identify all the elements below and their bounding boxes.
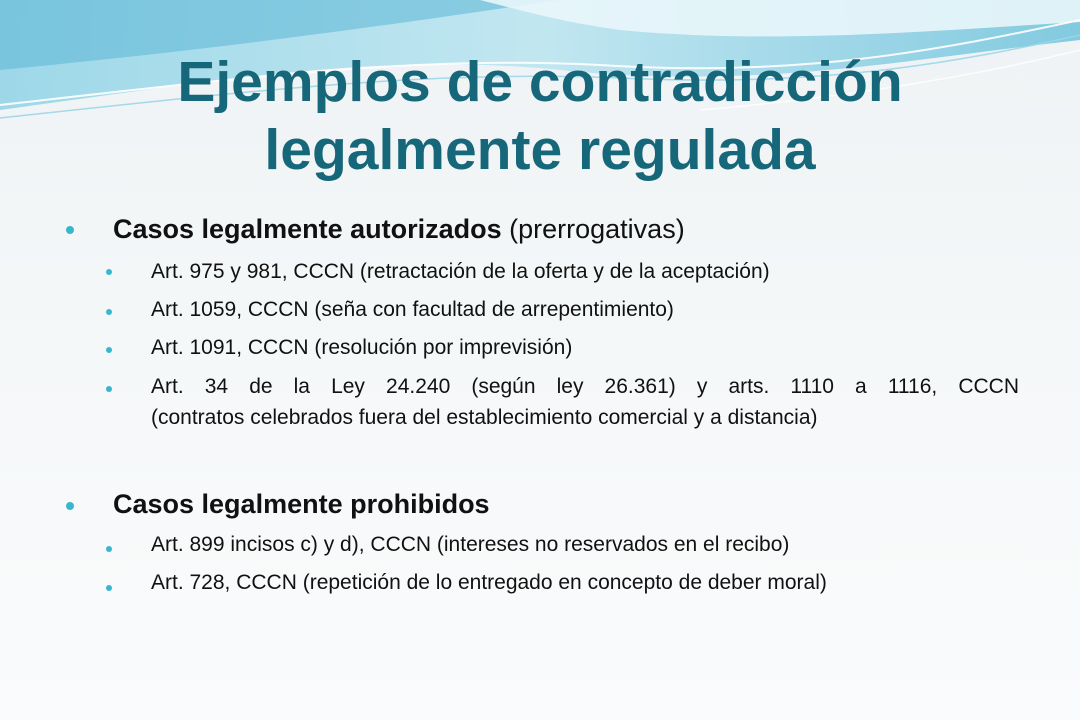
- bullet-icon: [106, 269, 112, 275]
- bullet-icon: [106, 546, 112, 552]
- bullet-icon: [106, 386, 112, 392]
- title-line-2: legalmente regulada: [264, 118, 816, 182]
- section-heading-bold: Casos legalmente prohibidos: [113, 489, 490, 519]
- bullet-icon: [106, 585, 112, 591]
- list-item: Art. 1091, CCCN (resolución por imprevisión): [151, 336, 573, 359]
- list-item: Art. 1059, CCCN (seña con facultad de arrepentimiento): [151, 298, 674, 321]
- list-item: Art. 899 incisos c) y d), CCCN (intereses no reservados en el recibo): [151, 533, 790, 556]
- list-item-continuation: (contratos celebrados fuera del establecimiento comercial y a distancia): [151, 406, 818, 429]
- list-item: Art. 728, CCCN (repetición de lo entregado en concepto de deber moral): [151, 571, 827, 594]
- list-item: Art. 975 y 981, CCCN (retractación de la oferta y de la aceptación): [151, 260, 770, 283]
- section-heading-bold: Casos legalmente autorizados: [113, 214, 502, 244]
- bullet-icon: [106, 309, 112, 315]
- bullet-icon: [66, 502, 74, 510]
- section-heading-prohibited: [113, 488, 490, 520]
- section-heading-authorized: [113, 213, 685, 245]
- bullet-icon: [66, 226, 74, 234]
- list-item: Art. 34 de la Ley 24.240 (según ley 26.361) y arts. 1110 a 1116, CCCN: [151, 375, 1019, 398]
- section-heading-rest: (prerrogativas): [501, 214, 685, 244]
- title-line-1: Ejemplos de contradicción: [177, 50, 903, 114]
- bullet-icon: [106, 347, 112, 353]
